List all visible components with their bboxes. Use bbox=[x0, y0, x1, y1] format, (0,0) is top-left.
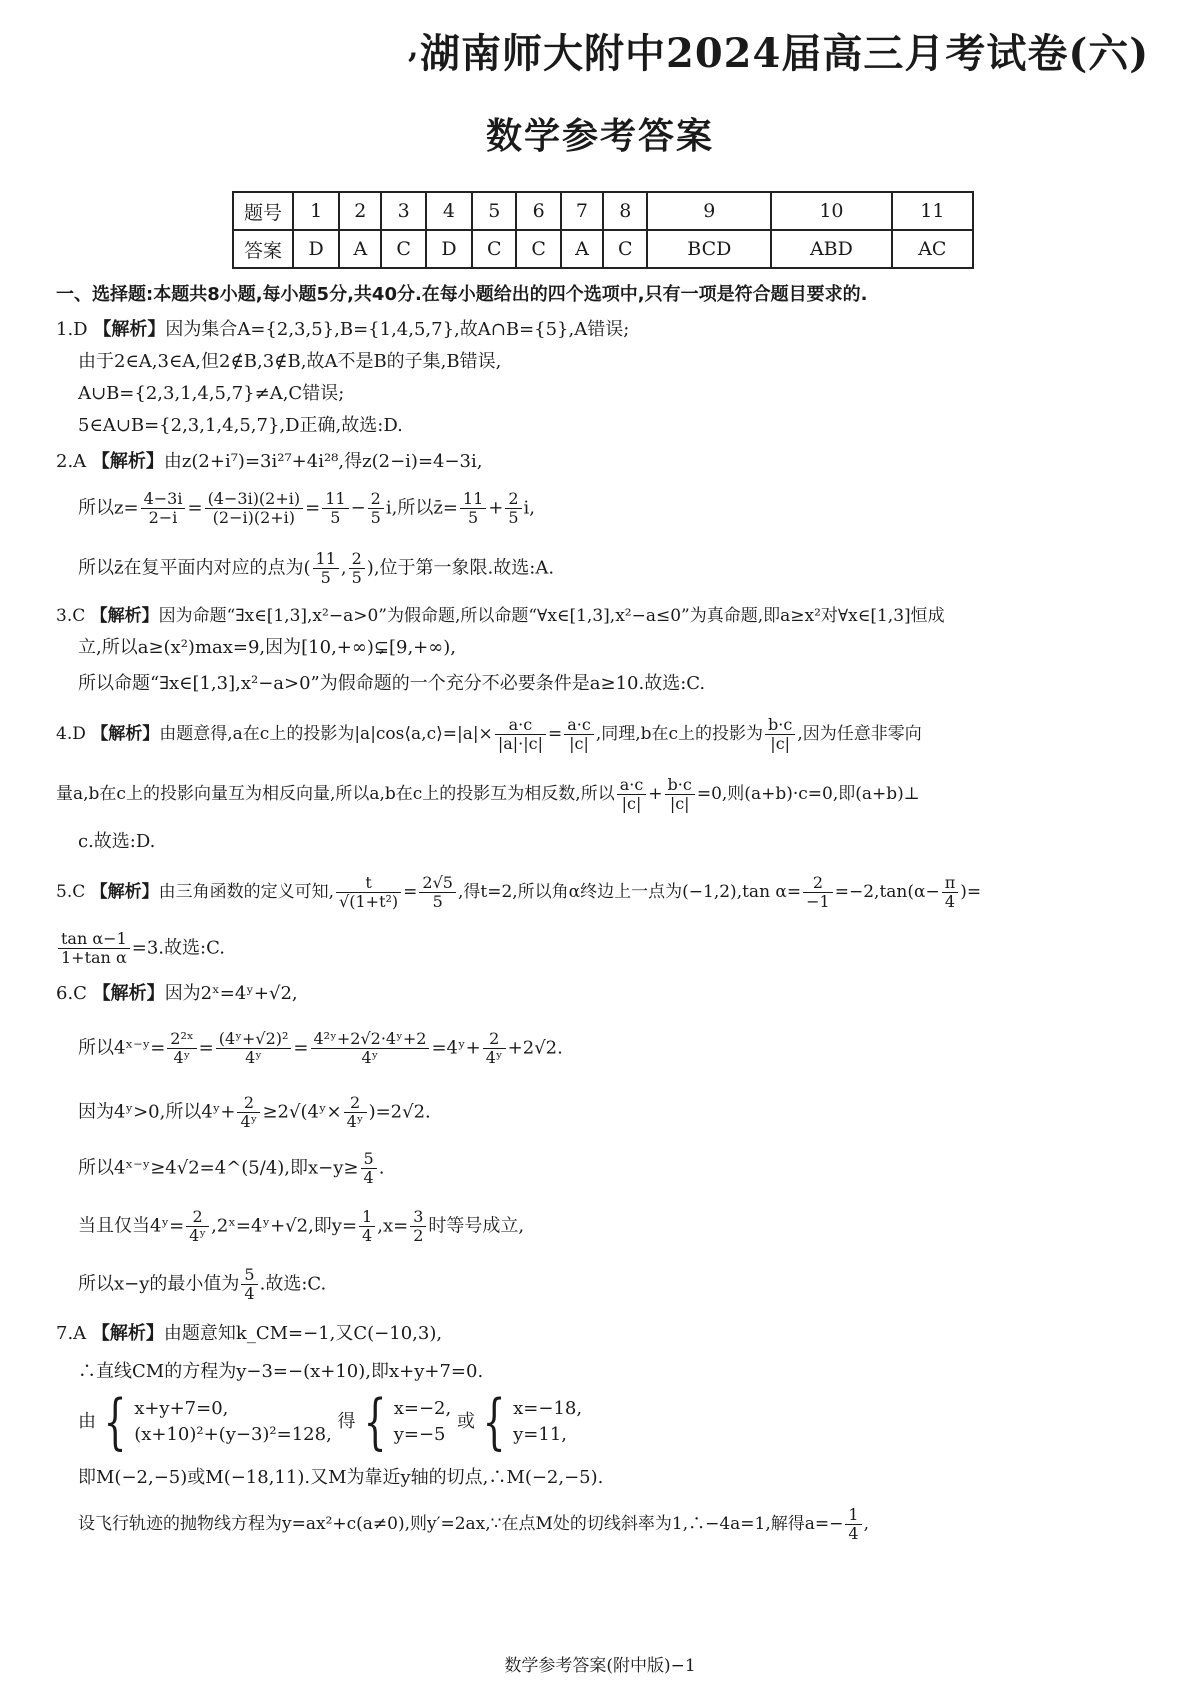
fraction bbox=[505, 490, 521, 527]
q6-text: ,x= bbox=[377, 1215, 409, 1237]
q2-text: = bbox=[305, 497, 321, 519]
q4-text: 量a,b在c上的投影向量互为相反向量,所以a,b在c上的投影互为相反数,所以 bbox=[56, 784, 615, 804]
q7-line-2: ∴直线CM的方程为y−3=−(x+10),即x+y+7=0. bbox=[78, 1361, 484, 1382]
q6-text: 所以4ˣ⁻ʸ≥4√2=4^(5/4),即x−y≥ bbox=[78, 1157, 359, 1179]
q6-text: = bbox=[293, 1037, 309, 1059]
answer-table bbox=[232, 191, 974, 269]
exam-title: 湖南师大附中2024届高三月考试卷(六) bbox=[420, 30, 1150, 77]
left-brace: { bbox=[363, 1387, 387, 1457]
denominator: 5 bbox=[467, 508, 479, 527]
q2-text: , bbox=[340, 557, 347, 579]
fraction bbox=[216, 1030, 292, 1067]
document-title: 数学参考答案 bbox=[485, 116, 714, 157]
denominator: 2−i bbox=[148, 508, 178, 527]
q6-text-1: 因为2ˣ=4ʸ+√2, bbox=[164, 983, 298, 1004]
denominator: 4ʸ bbox=[245, 1048, 263, 1067]
answer-cell: C bbox=[472, 230, 516, 268]
denominator: 4ʸ bbox=[189, 1226, 207, 1245]
denominator: 4ʸ bbox=[361, 1048, 379, 1067]
q2-text: 所以z̄在复平面内对应的点为( bbox=[78, 557, 311, 579]
page-footer: 数学参考答案(附中版)−1 bbox=[504, 1656, 696, 1676]
q5-text: ,得t=2,所以角α终边上一点为(−1,2),tan α= bbox=[457, 882, 802, 902]
answer-cell: A bbox=[339, 230, 381, 268]
fraction bbox=[368, 490, 384, 527]
q2-text: ),位于第一象限.故选:A. bbox=[366, 557, 555, 579]
q5-number: 5.C bbox=[56, 882, 86, 902]
q6-line-1 bbox=[56, 980, 298, 1008]
numerator: a·c bbox=[495, 716, 546, 735]
q6-text: 因为4ʸ>0,所以4ʸ+ bbox=[78, 1101, 236, 1123]
number-cell: 7 bbox=[561, 192, 603, 230]
q4-text: = bbox=[547, 724, 563, 744]
numerator: 2 bbox=[349, 550, 365, 569]
q4-text: =0,则(a+b)·c=0,即(a+b)⊥ bbox=[696, 784, 920, 804]
fraction bbox=[803, 874, 833, 911]
q4-number: 4.D bbox=[56, 724, 86, 744]
fraction bbox=[460, 490, 486, 527]
row-label-number: 题号 bbox=[233, 192, 293, 230]
system-2 bbox=[394, 1396, 452, 1448]
denominator: 4ʸ bbox=[485, 1048, 503, 1067]
denominator: 5 bbox=[320, 568, 331, 587]
numerator: b·c bbox=[765, 716, 795, 735]
numerator: 1 bbox=[359, 1208, 375, 1227]
q1-number: 1.D bbox=[56, 319, 88, 340]
q7-equation-system bbox=[78, 1387, 583, 1457]
denominator: 4 bbox=[848, 1524, 859, 1543]
fraction bbox=[419, 874, 456, 911]
denominator: 5 bbox=[432, 892, 443, 911]
numerator: 11 bbox=[313, 550, 339, 569]
denominator: 2 bbox=[413, 1226, 424, 1245]
answer-cell: ABD bbox=[771, 230, 892, 268]
q2-text: i,所以z̄= bbox=[385, 497, 458, 519]
q3-line-1 bbox=[56, 602, 945, 630]
q3-line-3: 所以命题“∃x∈[1,3],x²−a>0”为假命题的一个充分不必要条件是a≥10.故选:C. bbox=[78, 673, 706, 694]
numerator: 5 bbox=[241, 1266, 257, 1285]
fraction bbox=[564, 716, 594, 753]
number-cell: 5 bbox=[472, 192, 516, 230]
denominator: 4ʸ bbox=[173, 1048, 191, 1067]
q2-number: 2.A bbox=[56, 451, 87, 472]
analysis-tag: 【解析】 bbox=[93, 319, 166, 340]
denominator: 4 bbox=[363, 1168, 374, 1187]
denominator: −1 bbox=[806, 892, 830, 911]
q6-text: )=2√2. bbox=[368, 1101, 431, 1123]
numerator: (4−3i)(2+i) bbox=[205, 490, 304, 509]
denominator: 4 bbox=[244, 1284, 255, 1303]
q4-text: 由题意得,a在c上的投影为|a|cos⟨a,c⟩=|a|× bbox=[159, 724, 493, 744]
q6-line-3 bbox=[78, 1094, 431, 1131]
q5-text: = bbox=[403, 882, 418, 902]
equation: y=11, bbox=[513, 1424, 568, 1445]
numerator: 4²ʸ+2√2·4ʸ+2 bbox=[311, 1030, 430, 1049]
q2-line-3 bbox=[78, 550, 554, 587]
q7-text: 或 bbox=[456, 1411, 475, 1432]
numerator: 2 bbox=[505, 490, 521, 509]
q1-text-1: 因为集合A={2,3,5},B={1,4,5,7},故A∩B={5},A错误; bbox=[165, 319, 630, 340]
numerator: 2 bbox=[483, 1030, 506, 1049]
system-1 bbox=[134, 1396, 332, 1448]
fraction bbox=[311, 1030, 430, 1067]
q4-text: ,因为任意非零向 bbox=[797, 724, 922, 744]
row-label-answer: 答案 bbox=[233, 230, 293, 268]
fraction bbox=[237, 1094, 260, 1131]
numerator: π bbox=[942, 874, 959, 893]
answer-cell: D bbox=[426, 230, 472, 268]
fraction bbox=[322, 490, 348, 527]
answer-cell: C bbox=[381, 230, 425, 268]
q1-line-3: A∪B={2,3,1,4,5,7}≠A,C错误; bbox=[78, 383, 345, 404]
numerator: 1 bbox=[845, 1506, 861, 1525]
q2-text: + bbox=[488, 497, 504, 519]
equation: y=−5 bbox=[393, 1424, 446, 1445]
q2-line-2 bbox=[78, 490, 535, 527]
q6-text: 当且仅当4ʸ= bbox=[78, 1215, 185, 1237]
q6-text: = bbox=[198, 1037, 214, 1059]
fraction bbox=[359, 1208, 375, 1245]
q5-text: 由三角函数的定义可知, bbox=[158, 882, 335, 902]
numerator: 2 bbox=[344, 1094, 367, 1113]
analysis-tag: 【解析】 bbox=[91, 451, 164, 472]
fraction bbox=[361, 1150, 377, 1187]
numerator: tan α−1 bbox=[58, 930, 130, 949]
left-brace: { bbox=[482, 1387, 506, 1457]
denominator: 4 bbox=[944, 892, 956, 911]
analysis-tag: 【解析】 bbox=[92, 983, 165, 1004]
q4-line-3: c.故选:D. bbox=[78, 831, 156, 852]
q6-number: 6.C bbox=[56, 983, 87, 1004]
q7-line-4: 即M(−2,−5)或M(−18,11).又M为靠近y轴的切点,∴M(−2,−5). bbox=[78, 1467, 604, 1488]
number-cell: 6 bbox=[516, 192, 560, 230]
denominator: 5 bbox=[370, 508, 381, 527]
fraction bbox=[313, 550, 339, 587]
q5-line-1 bbox=[56, 874, 981, 911]
analysis-tag: 【解析】 bbox=[91, 1323, 164, 1344]
q7-number: 7.A bbox=[56, 1323, 87, 1344]
q2-text: − bbox=[350, 497, 366, 519]
q6-line-2 bbox=[78, 1030, 563, 1067]
numerator: 11 bbox=[322, 490, 348, 509]
q4-text: + bbox=[648, 784, 663, 804]
numerator: 2 bbox=[803, 874, 833, 893]
denominator: |c| bbox=[770, 734, 791, 753]
q6-text: 时等号成立, bbox=[428, 1215, 525, 1237]
numerator: 2 bbox=[186, 1208, 209, 1227]
q5-text: =−2,tan(α− bbox=[834, 882, 940, 902]
fraction bbox=[344, 1094, 367, 1131]
q1-line-2: 由于2∈A,3∈A,但2∉B,3∉B,故A不是B的子集,B错误, bbox=[78, 351, 502, 372]
numerator: b·c bbox=[665, 776, 695, 795]
q7-line-1 bbox=[56, 1320, 442, 1348]
q3-number: 3.C bbox=[56, 606, 86, 626]
q6-line-5 bbox=[78, 1208, 524, 1245]
q4-line-2 bbox=[56, 776, 920, 813]
number-cell: 2 bbox=[339, 192, 381, 230]
question-number-row bbox=[233, 192, 973, 230]
scan-mark: , bbox=[408, 30, 419, 65]
q7-line-5 bbox=[78, 1506, 869, 1543]
fraction bbox=[765, 716, 795, 753]
denominator: 1+tan α bbox=[61, 948, 127, 967]
fraction bbox=[141, 490, 186, 527]
q5-text: =3.故选:C. bbox=[131, 937, 225, 959]
number-cell: 11 bbox=[892, 192, 973, 230]
q6-text: ≥2√(4ʸ× bbox=[262, 1101, 342, 1123]
q7-text: 设飞行轨迹的抛物线方程为y=ax²+c(a≠0),则y′=2ax,∵在点M处的切线斜率为1,∴−4a=1,解得a=− bbox=[78, 1514, 844, 1534]
denominator: |c| bbox=[569, 734, 589, 753]
fraction bbox=[483, 1030, 506, 1067]
q6-text: 所以x−y的最小值为 bbox=[78, 1273, 240, 1295]
q3-line-2: 立,所以a≥(x²)max=9,因为[10,+∞)⊊[9,+∞), bbox=[78, 637, 456, 658]
q1-line-4: 5∈A∪B={2,3,1,4,5,7},D正确,故选:D. bbox=[78, 415, 403, 436]
q1-line-1 bbox=[56, 316, 629, 344]
q6-text: 所以4ˣ⁻ʸ= bbox=[78, 1037, 166, 1059]
numerator: 4−3i bbox=[141, 490, 186, 509]
answer-cell: A bbox=[561, 230, 603, 268]
q7-text: 由 bbox=[78, 1411, 96, 1432]
q2-text: = bbox=[187, 497, 203, 519]
q6-text: . bbox=[378, 1157, 385, 1179]
q2-text-1: 由z(2+i⁷)=3i²⁷+4i²⁸,得z(2−i)=4−3i, bbox=[163, 451, 483, 472]
number-cell: 9 bbox=[647, 192, 771, 230]
equation: x=−18, bbox=[513, 1398, 583, 1419]
q6-text: =4ʸ+ bbox=[431, 1037, 481, 1059]
answer-cell: C bbox=[516, 230, 560, 268]
q2-text: i, bbox=[523, 497, 536, 519]
analysis-tag: 【解析】 bbox=[90, 882, 159, 902]
denominator: 5 bbox=[508, 508, 519, 527]
numerator: (4ʸ+√2)² bbox=[216, 1030, 292, 1049]
numerator: 3 bbox=[410, 1208, 426, 1227]
section-heading: 一、选择题:本题共8小题,每小题5分,共40分.在每小题给出的四个选项中,只有一项是符合题目要求的. bbox=[56, 284, 868, 305]
number-cell: 4 bbox=[426, 192, 472, 230]
denominator: √(1+t²) bbox=[339, 892, 399, 911]
denominator: 5 bbox=[330, 508, 341, 527]
number-cell: 3 bbox=[381, 192, 425, 230]
q4-line-1 bbox=[56, 716, 922, 753]
fraction bbox=[241, 1266, 257, 1303]
analysis-tag: 【解析】 bbox=[91, 724, 160, 744]
q7-text: 得 bbox=[337, 1411, 356, 1432]
q2-line-1 bbox=[56, 448, 483, 476]
number-cell: 1 bbox=[293, 192, 339, 230]
numerator: a·c bbox=[617, 776, 647, 795]
fraction bbox=[665, 776, 695, 813]
q6-line-4 bbox=[78, 1150, 384, 1187]
denominator: (2−i)(2+i) bbox=[212, 508, 296, 527]
numerator: 11 bbox=[460, 490, 486, 509]
fraction bbox=[336, 874, 401, 911]
q7-text: , bbox=[863, 1514, 869, 1534]
analysis-tag: 【解析】 bbox=[90, 606, 159, 626]
denominator: 4 bbox=[362, 1226, 373, 1245]
fraction bbox=[167, 1030, 196, 1067]
fraction bbox=[410, 1208, 426, 1245]
answer-cell: D bbox=[293, 230, 339, 268]
q5-text: )= bbox=[960, 882, 982, 902]
q5-line-2 bbox=[56, 930, 225, 967]
answer-cell: BCD bbox=[647, 230, 771, 268]
number-cell: 10 bbox=[771, 192, 892, 230]
fraction bbox=[845, 1506, 861, 1543]
q4-text: ,同理,b在c上的投影为 bbox=[595, 724, 764, 744]
answer-cell: AC bbox=[892, 230, 973, 268]
q7-text-1: 由题意知k_CM=−1,又C(−10,3), bbox=[163, 1323, 443, 1344]
fraction bbox=[58, 930, 130, 967]
q6-text: ,2ˣ=4ʸ+√2,即y= bbox=[211, 1215, 358, 1237]
numerator: t bbox=[336, 874, 401, 893]
system-3 bbox=[513, 1396, 582, 1448]
denominator: 4ʸ bbox=[346, 1112, 364, 1131]
numerator: 2 bbox=[237, 1094, 260, 1113]
q3-text-1: 因为命题“∃x∈[1,3],x²−a>0”为假命题,所以命题“∀x∈[1,3],x²−a≤0”为真命题,即a≥x²对∀x∈[1,3]恒成 bbox=[158, 606, 945, 626]
numerator: 2²ˣ bbox=[167, 1030, 196, 1049]
numerator: 5 bbox=[361, 1150, 377, 1169]
denominator: 5 bbox=[351, 568, 362, 587]
fraction bbox=[205, 490, 304, 527]
numerator: a·c bbox=[564, 716, 594, 735]
denominator: |a|·|c| bbox=[497, 734, 543, 753]
fraction bbox=[942, 874, 959, 911]
answer-row bbox=[233, 230, 973, 268]
equation: x+y+7=0, bbox=[134, 1398, 229, 1419]
q6-text: .故选:C. bbox=[259, 1273, 327, 1295]
q2-text: 所以z= bbox=[78, 497, 139, 519]
number-cell: 8 bbox=[603, 192, 647, 230]
numerator: 2 bbox=[368, 490, 384, 509]
answer-cell: C bbox=[603, 230, 647, 268]
fraction bbox=[495, 716, 546, 753]
denominator: |c| bbox=[669, 794, 690, 813]
numerator: 2√5 bbox=[419, 874, 456, 893]
denominator: 4ʸ bbox=[240, 1112, 258, 1131]
q6-line-6 bbox=[78, 1266, 326, 1303]
fraction bbox=[186, 1208, 209, 1245]
equation: x=−2, bbox=[393, 1398, 452, 1419]
fraction bbox=[349, 550, 365, 587]
fraction bbox=[617, 776, 647, 813]
denominator: |c| bbox=[621, 794, 642, 813]
left-brace: { bbox=[103, 1387, 127, 1457]
q6-text: +2√2. bbox=[507, 1037, 563, 1059]
equation: (x+10)²+(y−3)²=128, bbox=[134, 1424, 332, 1445]
